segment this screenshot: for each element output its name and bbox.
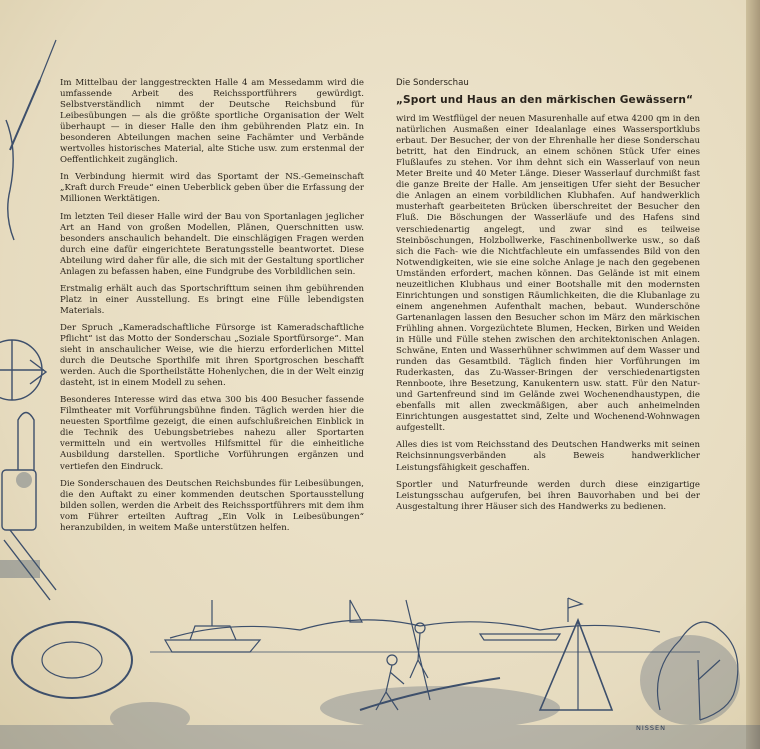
paragraph: In Verbindung hiermit wird das Sportamt der NS.-Gemeinschaft „Kraft durch Freude“ einen Ueberblick geben über die Erfassung der Millionen Werktätigen. — [60, 172, 364, 205]
section-kicker: Die Sonderschau — [396, 78, 469, 88]
paragraph: Alles dies ist vom Reichsstand des Deutschen Handwerks mit seinen Reichsinnungsverbänden als Beweis handwerklicher Leistungsfähigkeit geschaffen. — [396, 440, 700, 473]
paragraph: Sportler und Naturfreunde werden durch diese einzigartige Leistungsschau aufgerufen, bei ihren Bauvorhaben und bei der Ausgestaltung ihrer Häuser sich des Handwerks zu bedienen. — [396, 479, 700, 512]
paragraph: Die Sonderschauen des Deutschen Reichsbundes für Leibesübungen, die den Auftakt zu einer kommenden deutschen Sportausstellung bilden sollen, werden die Arbeit des Reichssportführers mit dem ihm vom Führer erteilten Auftrag „Ein Volk in Leibesübungen“ heranzubilden, in weitem Maße unterstützen helfen. — [60, 478, 364, 533]
right-text-column — [396, 78, 700, 519]
paragraph: Besonderes Interesse wird das etwa 300 bis 400 Besucher fassende Filmtheater mit Vorführungsbühne finden. Täglich werden hier die neuesten Sportfilme gezeigt, die einen aufschlußreichen Einblick in die Technik des Uebungsbetriebes nahezu aller Sportarten vermitteln und ein wertvolles Hilfsmittel für die einheitliche Ausbildung darstellen. Sportliche Vorführungen ergänzen und vertiefen den Eindruck. — [60, 395, 364, 472]
paragraph: wird im Westflügel der neuen Masurenhalle auf etwa 4200 qm in den natürlichen Ausmaßen einer Idealanlage eines Wassersportklubs erbaut. Der Besucher, der von der Ehrenhalle her diese Sonderschau betritt, hat den Eindruck, an einem schönen Stück Ufer eines Flußlaufes zu stehen. Vor ihm dehnt sich ein Wasserlauf von neun Meter Breite und 40 Meter Länge. Dieser Wasserlauf durchmißt fast die ganze Breite der Halle. Am jenseitigen Ufer sieht der Besucher die Anlagen an einem vorbildlichen Klubhafen. Auf handwerklich musterhaft gearbeiteten Brücken überschreitet der Besucher den Fluß. Die Böschungen der Wasserläufe und des Hafens sind verschiedenartig angelegt, und zwar sind es teilweise Steinböschungen, Holzbollwerke, Faschinenbollwerke usw., so daß sich die Fach- wie die Nichtfachleute ein umfassendes Bild von den Notwendigkeiten, wie sie eine solche Anlage je nach den gegebenen Umständen erfordert, machen können. Das Gelände ist mit einem neuzeitlichen Klubhaus und einer Bootshalle mit den modernsten Einrichtungen und sonstigen Räumlichkeiten, die die Klubanlage zu einem angenehmen Aufenthalt machen, bebaut. Wunderschöne Gartenanlagen lassen den Besucher schon im März den märkischen Frühling ahnen. Vorgezüchtete Blumen, Hecken, Birken und Weiden in Hülle und Fülle stehen zwischen den architektonischen Anlagen. Schwäne, Enten und Wasserhühner schwimmen auf dem Wasser und runden das Gesamtbild. Täglich finden hier Vorführungen im Ruderkasten, das Zu-Wasser-Bringen der verschiedenartigsten Rennboote, ihre Besetzung, Kanukentern usw. statt. Für den Natur- und Gartenfreund sind im Gelände zwei Wochenendhaustypen, die ebenfalls mit allen zweckmäßigen, aber auch anheimelnden Einrichtungen ausgestattet sind, Zelte und Wochenend-Wohnwagen aufgestellt. — [396, 114, 700, 434]
left-text-column — [60, 78, 364, 540]
paragraph: Der Spruch „Kameradschaftliche Fürsorge ist Kameradschaftliche Pflicht“ ist das Motto der Sonderschau „Soziale Sportfürsorge“. Man sieht in anschaulicher Weise, wie die hierzu erforderlichen Mittel durch die Deutsche Sporthilfe mit ihren Sportgroschen beschafft werden. Auch die Sportheilstätte Hohenlychen, die in der Welt einzig dasteht, ist in einem Modell zu sehen. — [60, 322, 364, 389]
waterside-illustration — [0, 560, 760, 749]
paragraph: Im Mittelbau der langgestreckten Halle 4 am Messedamm wird die umfassende Arbeit des Reichssportführers gewürdigt. Selbstverständlich nimmt der Deutsche Reichsbund für Leibesübungen — als die größte sportliche Organisation der Welt überhaupt — in dieser Halle den ihm gebührenden Platz ein. In besonderen Abteilungen machen seine Fachämter und Verbände wertvolles historisches Material, alte Stiche usw. zum erstenmal der Oeffentlichkeit zugänglich. — [60, 78, 364, 166]
article-headline: „Sport und Haus an den märkischen Gewässern“ — [396, 94, 694, 107]
artist-signature: NISSEN — [636, 724, 667, 732]
paragraph: Im letzten Teil dieser Halle wird der Bau von Sportanlagen jeglicher Art an Hand von großen Modellen, Plänen, Querschnitten usw. besonders anschaulich behandelt. Die einschlägigen Fragen werden durch eine dafür eingerichtete Beratungsstelle beantwortet. Diese Abteilung wird daher für alle, die sich mit der Gestaltung sportlicher Anlagen zu befassen haben, eine Fundgrube des Vorbildlichen sein. — [60, 211, 364, 277]
paragraph: Erstmalig erhält auch das Sportschrifttum seinen ihm gebührenden Platz in einer Ausstellung. Es bringt eine Fülle lebendigsten Materials. — [60, 283, 364, 316]
